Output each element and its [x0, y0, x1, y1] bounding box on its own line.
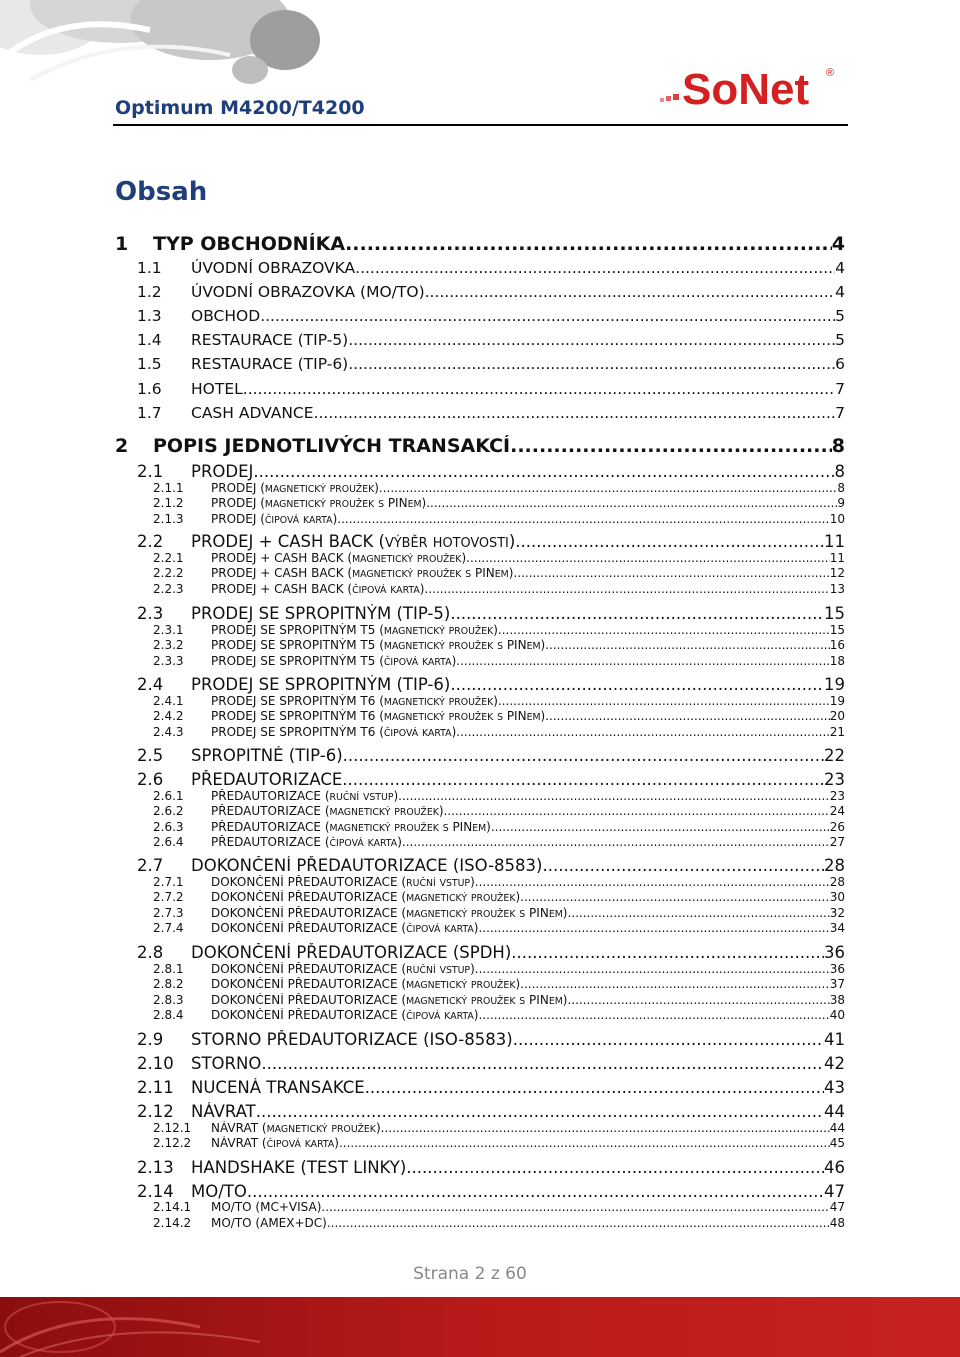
header-rule: [113, 124, 848, 126]
toc-entry-title: NÁVRAT (MAGNETICKÝ PROUŽEK): [211, 1121, 381, 1135]
toc-leader-dots: [498, 694, 830, 708]
toc-entry-title: ÚVODNÍ OBRAZOVKA: [191, 259, 356, 277]
toc-leader-dots: [253, 462, 834, 481]
toc-entry-page: 15: [829, 623, 845, 637]
toc-leader-dots: [450, 675, 824, 694]
toc-entry-title: TYP OBCHODNÍKA: [153, 233, 346, 255]
toc-entry-number: 2.6: [137, 770, 164, 789]
toc-entry-2-6-4[interactable]: [153, 835, 845, 849]
toc-entry-2-2-2[interactable]: [153, 566, 845, 580]
toc-entry-page: 8: [837, 481, 845, 495]
toc-leader-dots: [247, 1182, 824, 1201]
toc-entry-title: HOTEL: [191, 380, 243, 398]
toc-entry-number: 2.7.4: [153, 921, 184, 935]
toc-entry-number: 2.3.3: [153, 654, 184, 668]
toc-entry-page: 28: [829, 875, 845, 889]
toc-leader-dots: [424, 582, 829, 596]
toc-leader-dots: [545, 638, 829, 652]
toc-leader-dots: [444, 804, 830, 818]
toc-entry-page: 10: [829, 512, 845, 526]
toc-entry-title: PRODEJ SE SPROPITNÝM T6 (MAGNETICKÝ PROUŽEK): [211, 694, 498, 708]
toc-leader-dots: [345, 233, 832, 255]
toc-entry-1-7[interactable]: [137, 404, 845, 422]
toc-entry-title: PRODEJ (MAGNETICKÝ PROUŽEK S PINEM): [211, 496, 427, 510]
toc-entry-title: HANDSHAKE (TEST LINKY): [191, 1158, 407, 1177]
toc-entry-2-12-1[interactable]: [153, 1121, 845, 1135]
toc-entry-number: 2.4.1: [153, 694, 184, 708]
toc-leader-dots: [475, 962, 830, 976]
toc-leader-dots: [510, 435, 832, 457]
toc-entry-page: 44: [829, 1121, 845, 1135]
toc-entry-title: DOKONČENÍ PŘEDAUTORIZACE (MAGNETICKÝ PROUŽEK S PINEM): [211, 906, 568, 920]
toc-entry-title: PŘEDAUTORIZACE (RUČNÍ VSTUP): [211, 789, 399, 803]
toc-entry-page: 9: [837, 496, 845, 510]
toc-leader-dots: [475, 875, 830, 889]
toc-entry-number: 2.10: [137, 1054, 174, 1073]
toc-leader-dots: [520, 890, 830, 904]
toc-entry-number: 2.8.1: [153, 962, 184, 976]
toc-entry-page: 4: [835, 259, 845, 277]
toc-entry-number: 2.11: [137, 1078, 174, 1097]
toc-entry-page: 7: [835, 404, 845, 422]
toc-leader-dots: [513, 566, 829, 580]
toc-leader-dots: [402, 835, 830, 849]
toc-entry-title: CASH ADVANCE: [191, 404, 314, 422]
toc-entry-2-3-2[interactable]: [153, 638, 845, 652]
toc-entry-number: 1.6: [137, 380, 162, 398]
toc-entry-number: 2.14.2: [153, 1216, 192, 1230]
toc-entry-2-2-1[interactable]: [153, 551, 845, 565]
toc-entry-2-2[interactable]: [137, 532, 845, 551]
toc-entry-page: 4: [831, 233, 845, 255]
toc-entry-number: 2.9: [137, 1030, 164, 1049]
toc-entry-2-8-2[interactable]: [153, 977, 845, 991]
toc-leader-dots: [365, 1078, 824, 1097]
toc-entry-title: PRODEJ + CASH BACK (VÝBĚR HOTOVOSTI): [191, 532, 516, 551]
toc-entry-2-13[interactable]: [137, 1158, 845, 1177]
toc-leader-dots: [261, 1054, 824, 1073]
toc-entry-page: 26: [829, 820, 845, 834]
toc-entry-page: 20: [829, 709, 845, 723]
toc-entry-page: 5: [835, 331, 845, 349]
toc-leader-dots: [426, 496, 837, 510]
toc-entry-page: 48: [829, 1216, 845, 1230]
toc-entry-title: PRODEJ (MAGNETICKÝ PROUŽEK): [211, 481, 379, 495]
toc-leader-dots: [478, 921, 829, 935]
logo-registered-mark: ®: [826, 67, 835, 79]
toc-entry-1-4[interactable]: [137, 331, 845, 349]
toc-entry-2-1-3[interactable]: [153, 512, 845, 526]
toc-entry-title: DOKONČENÍ PŘEDAUTORIZACE (MAGNETICKÝ PROUŽEK): [211, 890, 521, 904]
toc-entry-2[interactable]: [115, 435, 845, 457]
toc-entry-page: 7: [835, 380, 845, 398]
toc-heading: Obsah: [115, 177, 208, 207]
toc-entry-1-3[interactable]: [137, 307, 845, 325]
toc-leader-dots: [466, 551, 830, 565]
toc-entry-number: 2.12.1: [153, 1121, 192, 1135]
toc-entry-title: NÁVRAT (ČIPOVÁ KARTA): [211, 1136, 339, 1150]
toc-entry-title: DOKONČENÍ PŘEDAUTORIZACE (ISO-8583): [191, 856, 543, 875]
toc-entry-2-10[interactable]: [137, 1054, 845, 1073]
toc-entry-page: 6: [835, 355, 845, 373]
toc-entry-2-6-1[interactable]: [153, 789, 845, 803]
toc-leader-dots: [478, 1008, 829, 1022]
footer-decoration: [0, 1297, 960, 1357]
toc-leader-dots: [355, 259, 835, 277]
toc-entry-page: 16: [829, 638, 845, 652]
toc-leader-dots: [567, 906, 829, 920]
toc-entry-page: 11: [829, 551, 845, 565]
toc-entry-page: 28: [824, 856, 845, 875]
toc-entry-number: 2.1: [137, 462, 164, 481]
toc-leader-dots: [314, 404, 836, 422]
toc-entry-page: 21: [829, 725, 845, 739]
header-decoration: [0, 0, 340, 95]
toc-entry-number: 1.4: [137, 331, 162, 349]
toc-entry-2-6-2[interactable]: [153, 804, 845, 818]
sonet-logo: [660, 62, 840, 112]
toc-entry-page: 22: [824, 746, 845, 765]
toc-entry-page: 19: [829, 694, 845, 708]
toc-entry-title: PŘEDAUTORIZACE: [191, 770, 343, 789]
toc-leader-dots: [450, 604, 824, 623]
toc-entry-title: SPROPITNÉ (TIP-6): [191, 746, 343, 765]
toc-entry-number: 2.5: [137, 746, 164, 765]
toc-leader-dots: [256, 1102, 824, 1121]
toc-entry-2-5[interactable]: [137, 746, 845, 765]
toc-leader-dots: [515, 532, 824, 551]
toc-entry-title: DOKONČENÍ PŘEDAUTORIZACE (RUČNÍ VSTUP): [211, 962, 475, 976]
toc-entry-number: 2.1.2: [153, 496, 184, 510]
toc-entry-2-9[interactable]: [137, 1030, 845, 1049]
toc-entry-title: PRODEJ SE SPROPITNÝM T5 (ČIPOVÁ KARTA): [211, 654, 457, 668]
toc-entry-page: 36: [824, 943, 845, 962]
toc-entry-page: 44: [824, 1102, 845, 1121]
toc-entry-title: DOKONČENÍ PŘEDAUTORIZACE (RUČNÍ VSTUP): [211, 875, 475, 889]
toc-entry-page: 13: [829, 582, 845, 596]
toc-entry-page: 4: [835, 283, 845, 301]
toc-entry-number: 2.4: [137, 675, 164, 694]
toc-entry-page: 42: [824, 1054, 845, 1073]
toc-entry-page: 5: [835, 307, 845, 325]
toc-entry-title: PRODEJ SE SPROPITNÝM T6 (ČIPOVÁ KARTA): [211, 725, 457, 739]
toc-entry-title: PRODEJ + CASH BACK (ČIPOVÁ KARTA): [211, 582, 425, 596]
toc-entry-title: PRODEJ SE SPROPITNÝM T6 (MAGNETICKÝ PROUŽEK S PINEM): [211, 709, 546, 723]
toc-entry-title: ÚVODNÍ OBRAZOVKA (MO/TO): [191, 283, 425, 301]
toc-leader-dots: [491, 820, 830, 834]
toc-entry-title: PRODEJ: [191, 462, 254, 481]
toc-entry-number: 1.3: [137, 307, 162, 325]
toc-entry-2-7-2[interactable]: [153, 890, 845, 904]
toc-entry-2-7[interactable]: [137, 856, 845, 875]
toc-leader-dots: [337, 512, 829, 526]
toc-leader-dots: [348, 331, 835, 349]
toc-entry-2-14-2[interactable]: [153, 1216, 845, 1230]
toc-entry-number: 2.3.1: [153, 623, 184, 637]
toc-entry-title: DOKONČENÍ PŘEDAUTORIZACE (ČIPOVÁ KARTA): [211, 1008, 479, 1022]
toc-entry-title: MO/TO: [191, 1182, 247, 1201]
toc-entry-number: 2.7: [137, 856, 164, 875]
toc-entry-2-7-1[interactable]: [153, 875, 845, 889]
toc-entry-number: 2.8: [137, 943, 164, 962]
toc-entry-page: 46: [824, 1158, 845, 1177]
toc-entry-page: 47: [824, 1182, 845, 1201]
toc-entry-title: PRODEJ SE SPROPITNÝM T5 (MAGNETICKÝ PROUŽEK): [211, 623, 498, 637]
toc-entry-number: 2.2.3: [153, 582, 184, 596]
toc-entry-number: 2.14: [137, 1182, 174, 1201]
toc-leader-dots: [342, 770, 824, 789]
toc-leader-dots: [381, 1121, 830, 1135]
toc-entry-number: 2.7.1: [153, 875, 184, 889]
toc-entry-page: 36: [829, 962, 845, 976]
toc-entry-title: NÁVRAT: [191, 1102, 256, 1121]
toc-leader-dots: [343, 746, 824, 765]
toc-entry-number: 2.3: [137, 604, 164, 623]
toc-entry-1-2[interactable]: [137, 283, 845, 301]
toc-entry-2-8-3[interactable]: [153, 993, 845, 1007]
toc-entry-page: 40: [829, 1008, 845, 1022]
toc-entry-2-1-2[interactable]: [153, 496, 845, 510]
toc-entry-2-4-3[interactable]: [153, 725, 845, 739]
toc-entry-title: STORNO PŘEDAUTORIZACE (ISO-8583): [191, 1030, 513, 1049]
logo-text: SoNet: [682, 65, 810, 112]
toc-leader-dots: [339, 1136, 830, 1150]
toc-entry-title: DOKONČENÍ PŘEDAUTORIZACE (MAGNETICKÝ PROUŽEK): [211, 977, 521, 991]
toc-entry-2-8-4[interactable]: [153, 1008, 845, 1022]
toc-entry-title: DOKONČENÍ PŘEDAUTORIZACE (MAGNETICKÝ PROUŽEK S PINEM): [211, 993, 568, 1007]
page-number: Strana 2 z 60: [413, 1264, 527, 1284]
toc-entry-page: 8: [831, 435, 845, 457]
toc-entry-1-1[interactable]: [137, 259, 845, 277]
toc-entry-title: DOKONČENÍ PŘEDAUTORIZACE (ČIPOVÁ KARTA): [211, 921, 479, 935]
toc-entry-page: 30: [829, 890, 845, 904]
toc-entry-page: 18: [829, 654, 845, 668]
toc-entry-2-8[interactable]: [137, 943, 845, 962]
toc-entry-page: 24: [829, 804, 845, 818]
toc-leader-dots: [348, 355, 835, 373]
toc-leader-dots: [243, 380, 835, 398]
toc-entry-page: 23: [824, 770, 845, 789]
toc-leader-dots: [456, 654, 829, 668]
toc-entry-number: 2.13: [137, 1158, 174, 1177]
toc-entry-number: 1.5: [137, 355, 162, 373]
toc-entry-2-14[interactable]: [137, 1182, 845, 1201]
toc-entry-2-4[interactable]: [137, 675, 845, 694]
toc-entry-number: 2.6.4: [153, 835, 184, 849]
toc-entry-2-3-1[interactable]: [153, 623, 845, 637]
toc-entry-page: 47: [829, 1200, 845, 1214]
toc-entry-number: 2.4.2: [153, 709, 184, 723]
toc-entry-page: 45: [829, 1136, 845, 1150]
toc-entry-number: 2.2: [137, 532, 164, 551]
toc-entry-page: 41: [824, 1030, 845, 1049]
toc-entry-2-14-1[interactable]: [153, 1200, 845, 1214]
toc-leader-dots: [321, 1200, 829, 1214]
toc-entry-page: 38: [829, 993, 845, 1007]
toc-entry-number: 2: [115, 435, 129, 457]
toc-entry-2-11[interactable]: [137, 1078, 845, 1097]
toc-entry-title: PŘEDAUTORIZACE (MAGNETICKÝ PROUŽEK S PINEM): [211, 820, 491, 834]
toc-entry-2-12-2[interactable]: [153, 1136, 845, 1150]
toc-entry-number: 2.6.3: [153, 820, 184, 834]
toc-entry-title: PRODEJ + CASH BACK (MAGNETICKÝ PROUŽEK S PINEM): [211, 566, 514, 580]
toc-leader-dots: [520, 977, 830, 991]
toc-entry-2-4-1[interactable]: [153, 694, 845, 708]
toc-entry-2-7-3[interactable]: [153, 906, 845, 920]
toc-entry-title: MO/TO (AMEX+DC): [211, 1216, 327, 1230]
toc-entry-1-6[interactable]: [137, 380, 845, 398]
toc-leader-dots: [567, 993, 829, 1007]
toc-entry-page: 34: [829, 921, 845, 935]
toc-entry-number: 2.2.2: [153, 566, 184, 580]
toc-entry-number: 2.7.2: [153, 890, 184, 904]
toc-entry-page: 23: [829, 789, 845, 803]
toc-leader-dots: [511, 943, 824, 962]
toc-leader-dots: [456, 725, 829, 739]
toc-leader-dots: [498, 623, 830, 637]
toc-entry-page: 37: [829, 977, 845, 991]
toc-entry-title: DOKONČENÍ PŘEDAUTORIZACE (SPDH): [191, 943, 512, 962]
toc-entry-title: PRODEJ SE SPROPITNÝM T5 (MAGNETICKÝ PROUŽEK S PINEM): [211, 638, 546, 652]
toc-entry-page: 27: [829, 835, 845, 849]
toc-entry-2-1[interactable]: [137, 462, 845, 481]
toc-entry-title: PRODEJ + CASH BACK (MAGNETICKÝ PROUŽEK): [211, 551, 467, 565]
toc-entry-number: 2.2.1: [153, 551, 184, 565]
toc-entry-number: 2.1.1: [153, 481, 184, 495]
toc-entry-title: MO/TO (MC+VISA): [211, 1200, 322, 1214]
toc-entry-page: 32: [829, 906, 845, 920]
toc-entry-title: PRODEJ SE SPROPITNÝM (TIP-6): [191, 675, 451, 694]
toc-entry-number: 2.8.4: [153, 1008, 184, 1022]
toc-leader-dots: [513, 1030, 824, 1049]
toc-entry-page: 12: [829, 566, 845, 580]
toc-entry-2-8-1[interactable]: [153, 962, 845, 976]
toc-leader-dots: [398, 789, 830, 803]
toc-leader-dots: [379, 481, 837, 495]
toc-leader-dots: [260, 307, 835, 325]
toc-leader-dots: [545, 709, 829, 723]
toc-entry-number: 2.8.3: [153, 993, 184, 1007]
toc-entry-page: 19: [824, 675, 845, 694]
toc-entry-1-5[interactable]: [137, 355, 845, 373]
toc-entry-number: 1: [115, 233, 129, 255]
toc-entry-number: 2.8.2: [153, 977, 184, 991]
toc-entry-number: 1.1: [137, 259, 162, 277]
toc-leader-dots: [406, 1158, 824, 1177]
toc-entry-page: 15: [824, 604, 845, 623]
toc-entry-page: 11: [824, 532, 845, 551]
toc-entry-2-7-4[interactable]: [153, 921, 845, 935]
toc-entry-title: RESTAURACE (TIP-5): [191, 331, 349, 349]
toc-entry-number: 2.12.2: [153, 1136, 192, 1150]
toc-entry-number: 2.1.3: [153, 512, 184, 526]
toc-entry-title: POPIS JEDNOTLIVÝCH TRANSAKCÍ: [153, 435, 511, 457]
toc-entry-2-1-1[interactable]: [153, 481, 845, 495]
toc-entry-number: 2.7.3: [153, 906, 184, 920]
toc-entry-page: 43: [824, 1078, 845, 1097]
toc-entry-page: 8: [834, 462, 845, 481]
toc-entry-number: 2.4.3: [153, 725, 184, 739]
toc-entry-2-4-2[interactable]: [153, 709, 845, 723]
toc-entry-2-2-3[interactable]: [153, 582, 845, 596]
toc-entry-number: 1.2: [137, 283, 162, 301]
toc-entry-title: STORNO: [191, 1054, 262, 1073]
toc-entry-2-3-3[interactable]: [153, 654, 845, 668]
toc-entry-title: PŘEDAUTORIZACE (MAGNETICKÝ PROUŽEK): [211, 804, 444, 818]
toc-entry-number: 2.6.2: [153, 804, 184, 818]
toc-entry-1[interactable]: [115, 233, 845, 255]
toc-entry-number: 1.7: [137, 404, 162, 422]
toc-entry-number: 2.12: [137, 1102, 174, 1121]
toc-entry-2-3[interactable]: [137, 604, 845, 623]
toc-leader-dots: [425, 283, 836, 301]
toc-entry-2-6[interactable]: [137, 770, 845, 789]
toc-entry-number: 2.3.2: [153, 638, 184, 652]
toc-leader-dots: [327, 1216, 830, 1230]
toc-entry-title: RESTAURACE (TIP-6): [191, 355, 349, 373]
toc-entry-title: PŘEDAUTORIZACE (ČIPOVÁ KARTA): [211, 835, 402, 849]
toc-entry-number: 2.6.1: [153, 789, 184, 803]
toc-entry-title: OBCHOD: [191, 307, 261, 325]
toc-entry-2-6-3[interactable]: [153, 820, 845, 834]
toc-entry-title: PRODEJ (ČIPOVÁ KARTA): [211, 512, 338, 526]
toc-entry-number: 2.14.1: [153, 1200, 192, 1214]
toc-entry-2-12[interactable]: [137, 1102, 845, 1121]
toc-leader-dots: [542, 856, 824, 875]
toc-entry-title: PRODEJ SE SPROPITNÝM (TIP-5): [191, 604, 451, 623]
toc-entry-title: NUCENÁ TRANSAKCE: [191, 1078, 365, 1097]
document-title: Optimum M4200/T4200: [115, 97, 365, 119]
